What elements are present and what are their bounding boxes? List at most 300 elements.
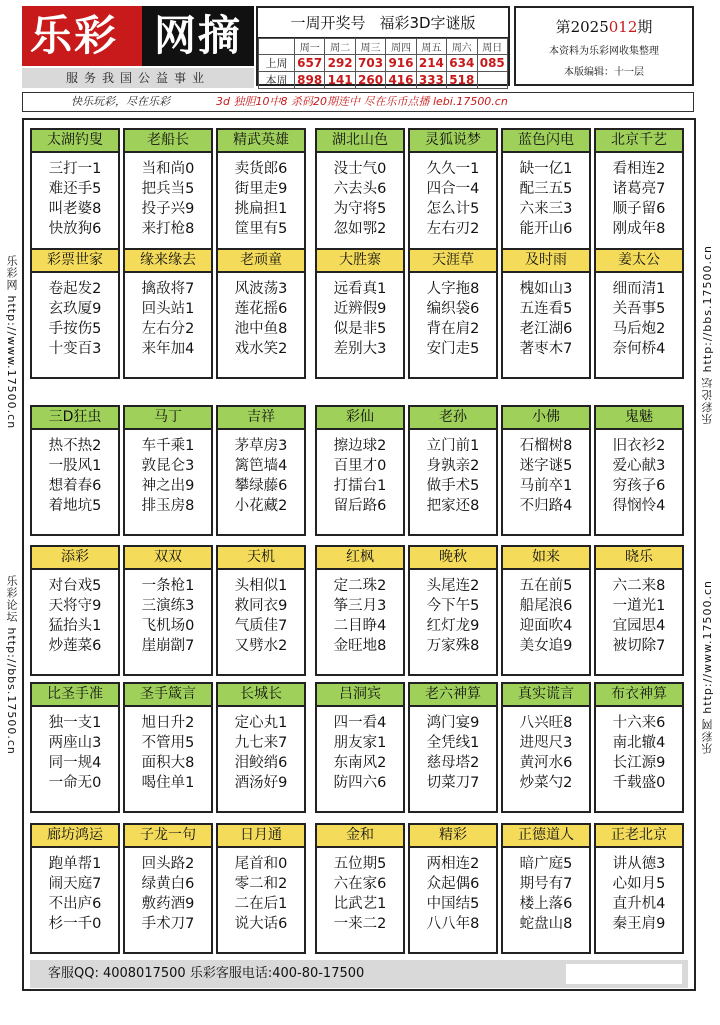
riddle-line: 筐里有5 (234, 221, 288, 237)
riddle-line: 又劈水2 (234, 638, 288, 654)
riddle-line: 迎面吹4 (519, 618, 573, 634)
riddle-line: 秦王肩9 (612, 916, 666, 932)
riddle-lines (218, 273, 304, 359)
draw-header-cell: 周三 (355, 39, 385, 55)
draw-row-label: 上周 (259, 55, 295, 72)
riddle-line: 人字拖8 (426, 281, 480, 297)
marquee-right-link[interactable]: 3d 独胆10中8 杀码20期连中 尽在乐币点播 lebi.17500.cn (216, 95, 508, 108)
riddle-line: 擒敌将7 (141, 281, 195, 297)
draw-subtitle-text: 福彩3D字谜版 (379, 14, 476, 32)
riddle-lines (317, 273, 403, 359)
issue-note: 本资料为乐彩网收集整理 (549, 46, 659, 57)
riddle-card-author: 姜太公 (596, 250, 682, 273)
riddle-line: 六来三3 (519, 201, 573, 217)
riddle-card (30, 682, 120, 813)
riddle-line: 四合一4 (426, 181, 480, 197)
riddle-line: 莲花摇6 (234, 301, 288, 317)
draw-row-this-week (259, 72, 508, 89)
riddle-card-author: 老船长 (125, 130, 211, 153)
riddle-lines (503, 153, 589, 239)
logo-black-text: 网摘 (142, 6, 254, 66)
riddle-line: 把家还8 (426, 498, 480, 514)
riddle-line: 敦昆仑3 (141, 458, 195, 474)
riddle-line: 旭日升2 (141, 715, 195, 731)
riddle-line: 十六来6 (612, 715, 666, 731)
draw-number: 214 (416, 55, 446, 72)
riddle-card-author: 红枫 (317, 547, 403, 570)
riddle-card-author: 北京千艺 (596, 130, 682, 153)
riddle-line: 快放狗6 (48, 221, 102, 237)
riddle-lines (503, 430, 589, 516)
riddle-line: 头尾连2 (426, 578, 480, 594)
riddle-line: 定二珠2 (333, 578, 387, 594)
riddle-line: 难还手5 (48, 181, 102, 197)
riddle-card (315, 405, 405, 536)
riddle-card-author: 正德道人 (503, 825, 589, 848)
riddle-card (216, 682, 306, 813)
riddle-lines (125, 570, 211, 656)
riddle-line: 马后炮2 (612, 321, 666, 337)
riddle-card-author: 彩仙 (317, 407, 403, 430)
riddle-line: 三打一1 (48, 161, 102, 177)
riddle-card-author: 晓乐 (596, 547, 682, 570)
riddle-line: 中国结5 (426, 896, 480, 912)
riddle-line: 石榴树8 (519, 438, 573, 454)
riddle-line: 不管用5 (141, 735, 195, 751)
riddle-card (594, 545, 684, 676)
riddle-lines (317, 848, 403, 934)
draw-number: 292 (325, 55, 355, 72)
riddle-card (501, 248, 591, 379)
draw-header-cell: 周一 (295, 39, 325, 55)
riddle-line: 蛇盘山8 (519, 916, 573, 932)
riddle-lines (317, 430, 403, 516)
riddle-line: 金旺地8 (333, 638, 387, 654)
riddle-line: 车千乘1 (141, 438, 195, 454)
riddle-line: 怎么计5 (426, 201, 480, 217)
riddle-card-author: 圣手箴言 (125, 684, 211, 707)
riddle-line: 船尾浪6 (519, 598, 573, 614)
riddle-line: 挑扁担1 (234, 201, 288, 217)
issue-suffix: 期 (637, 18, 653, 36)
riddle-lines (317, 570, 403, 656)
draw-number: 260 (355, 72, 385, 89)
riddle-line: 天将守9 (48, 598, 102, 614)
riddle-line: 安门走5 (426, 341, 480, 357)
riddle-lines (125, 430, 211, 516)
riddle-lines (125, 848, 211, 934)
riddle-line: 切菜刀7 (426, 775, 480, 791)
issue-number (516, 16, 692, 37)
draw-table (258, 38, 508, 89)
riddle-card (315, 682, 405, 813)
riddle-line: 朋友家1 (333, 735, 387, 751)
riddle-line: 马前卒1 (519, 478, 573, 494)
riddle-line: 说大话6 (234, 916, 288, 932)
riddle-lines (32, 273, 118, 359)
riddle-line: 差别大3 (333, 341, 387, 357)
riddle-lines (32, 430, 118, 516)
draw-row-last-week (259, 55, 508, 72)
riddle-line: 缺一亿1 (519, 161, 573, 177)
riddle-line: 飞机场0 (141, 618, 195, 634)
footer-contact (30, 960, 688, 988)
riddle-card (408, 682, 498, 813)
riddle-line: 卷起发2 (48, 281, 102, 297)
riddle-lines (218, 848, 304, 934)
riddle-line: 零二和2 (234, 876, 288, 892)
riddle-grid (22, 118, 696, 991)
riddle-card (315, 248, 405, 379)
riddle-line: 配三五5 (519, 181, 573, 197)
riddle-line: 看相连2 (612, 161, 666, 177)
riddle-card-author: 吉祥 (218, 407, 304, 430)
riddle-card-author: 小佛 (503, 407, 589, 430)
riddle-line: 九七来7 (234, 735, 288, 751)
riddle-card-author: 湖北山色 (317, 130, 403, 153)
draw-number: 518 (447, 72, 477, 89)
riddle-line: 池中鱼8 (234, 321, 288, 337)
marquee-left: 快乐玩彩，尽在乐彩 (71, 95, 170, 108)
riddle-card (408, 823, 498, 954)
riddle-card-author: 缘来缘去 (125, 250, 211, 273)
draw-number: 916 (386, 55, 416, 72)
riddle-line: 当和尚0 (141, 161, 195, 177)
riddle-card (30, 405, 120, 536)
riddle-line: 投子兴9 (141, 201, 195, 217)
riddle-line: 直升机4 (612, 896, 666, 912)
side-text-right-top[interactable]: 乐彩论坛 http://bbs.17500.cn (701, 245, 714, 425)
riddle-line: 南北辙4 (612, 735, 666, 751)
riddle-line: 长江源9 (612, 755, 666, 771)
riddle-line: 万家殊8 (426, 638, 480, 654)
riddle-line: 刚成年8 (612, 221, 666, 237)
riddle-lines (596, 430, 682, 516)
riddle-line: 编织袋6 (426, 301, 480, 317)
riddle-line: 没士气0 (333, 161, 387, 177)
riddle-line: 楼上落6 (519, 896, 573, 912)
riddle-line: 着地坑5 (48, 498, 102, 514)
riddle-line: 卖货郎6 (234, 161, 288, 177)
riddle-line: 黄河水6 (519, 755, 573, 771)
riddle-card-author: 日月通 (218, 825, 304, 848)
riddle-line: 讲从德3 (612, 856, 666, 872)
riddle-line: 热不热2 (48, 438, 102, 454)
riddle-lines (503, 273, 589, 359)
riddle-line: 四一看4 (333, 715, 387, 731)
riddle-card-author: 马丁 (125, 407, 211, 430)
draw-title-text: 一周开奖号 (290, 14, 366, 32)
riddle-card-author: 天机 (218, 547, 304, 570)
riddle-line: 众起偶6 (426, 876, 480, 892)
riddle-line: 攀绿藤6 (234, 478, 288, 494)
riddle-lines (503, 707, 589, 793)
riddle-line: 奈何桥4 (612, 341, 666, 357)
riddle-line: 绿黄白6 (141, 876, 195, 892)
riddle-line: 迷字谜5 (519, 458, 573, 474)
riddle-card (216, 248, 306, 379)
riddle-line: 关吾事5 (612, 301, 666, 317)
riddle-card-author: 老孙 (410, 407, 496, 430)
riddle-line: 玄玖厦9 (48, 301, 102, 317)
riddle-lines (596, 848, 682, 934)
riddle-line: 崖崩劏7 (141, 638, 195, 654)
riddle-line: 救同衣9 (234, 598, 288, 614)
riddle-line: 风波荡3 (234, 281, 288, 297)
riddle-line: 百里才0 (333, 458, 387, 474)
riddle-card-author: 老顽童 (218, 250, 304, 273)
riddle-line: 五连看5 (519, 301, 573, 317)
riddle-card (216, 405, 306, 536)
riddle-line: 八八年8 (426, 916, 480, 932)
riddle-card (594, 405, 684, 536)
riddle-line: 二在后1 (234, 896, 288, 912)
riddle-card (123, 405, 213, 536)
draw-number: 333 (416, 72, 446, 89)
riddle-line: 近辨假9 (333, 301, 387, 317)
riddle-card (315, 128, 405, 259)
riddle-card-author: 真实谎言 (503, 684, 589, 707)
issue-panel (514, 6, 694, 86)
riddle-line: 六二来8 (612, 578, 666, 594)
draw-header-cell: 周日 (477, 39, 507, 55)
riddle-card-author: 添彩 (32, 547, 118, 570)
riddle-line: 筝三月3 (333, 598, 387, 614)
riddle-line: 久久一1 (426, 161, 480, 177)
riddle-line: 敷药酒9 (141, 896, 195, 912)
riddle-line: 顺子留6 (612, 201, 666, 217)
riddle-card (216, 128, 306, 259)
draw-row-label: 本周 (259, 72, 295, 89)
draw-number (477, 72, 507, 89)
riddle-line: 八兴旺8 (519, 715, 573, 731)
riddle-line: 得悯怜4 (612, 498, 666, 514)
riddle-line: 槐如山3 (519, 281, 573, 297)
side-text-right-bottom[interactable]: 乐彩网 http://www.17500.cn (701, 580, 714, 755)
riddle-line: 左右刃2 (426, 221, 480, 237)
riddle-line: 回头路2 (141, 856, 195, 872)
riddle-card (30, 545, 120, 676)
riddle-line: 猛抬头1 (48, 618, 102, 634)
riddle-line: 身孰亲2 (426, 458, 480, 474)
riddle-line: 闹天庭7 (48, 876, 102, 892)
side-text-left-bottom[interactable]: 乐彩论坛 http://bbs.17500.cn (5, 575, 18, 755)
logo-red-text: 乐彩 (30, 11, 119, 60)
riddle-line: 千载盛0 (612, 775, 666, 791)
draw-header-row (259, 39, 508, 55)
riddle-card-author: 晚秋 (410, 547, 496, 570)
riddle-line: 不归路4 (519, 498, 573, 514)
riddle-line: 红灯龙9 (426, 618, 480, 634)
riddle-card (30, 248, 120, 379)
riddle-line: 被切除7 (612, 638, 666, 654)
issue-editor: 本版编辑：十一层 (564, 67, 644, 78)
riddle-line: 尾首和0 (234, 856, 288, 872)
riddle-line: 茅草房3 (234, 438, 288, 454)
riddle-line: 一命无0 (48, 775, 102, 791)
riddle-line: 来打枪8 (141, 221, 195, 237)
riddle-lines (596, 273, 682, 359)
riddle-card (216, 545, 306, 676)
draw-title (258, 8, 508, 38)
riddle-card-author: 彩票世家 (32, 250, 118, 273)
riddle-lines (596, 153, 682, 239)
draw-header-cell (259, 39, 295, 55)
riddle-lines (32, 848, 118, 934)
draw-number: 416 (386, 72, 416, 89)
riddle-lines (503, 848, 589, 934)
riddle-line: 叫老婆8 (48, 201, 102, 217)
footer-contact-text: 客服QQ: 4008017500 乐彩客服电话:400-80-17500 (48, 966, 365, 981)
riddle-card (594, 682, 684, 813)
riddle-lines (125, 273, 211, 359)
riddle-card-author: 金和 (317, 825, 403, 848)
riddle-line: 一道光1 (612, 598, 666, 614)
riddle-line: 街里走9 (234, 181, 288, 197)
riddle-card-author: 蓝色闪电 (503, 130, 589, 153)
riddle-line: 六去头6 (333, 181, 387, 197)
issue-no: 012 (608, 18, 638, 36)
draw-number: 085 (477, 55, 507, 72)
issue-year: 2025 (570, 18, 609, 36)
riddle-line: 宜园思4 (612, 618, 666, 634)
riddle-line: 独一支1 (48, 715, 102, 731)
riddle-line: 美女追9 (519, 638, 573, 654)
riddle-lines (410, 273, 496, 359)
riddle-card (315, 545, 405, 676)
riddle-card-author: 双双 (125, 547, 211, 570)
riddle-card (594, 823, 684, 954)
riddle-lines (218, 570, 304, 656)
weekly-draw-panel (256, 6, 510, 86)
riddle-card-author: 精彩 (410, 825, 496, 848)
riddle-lines (218, 153, 304, 239)
riddle-card (123, 545, 213, 676)
riddle-line: 神之出9 (141, 478, 195, 494)
riddle-line: 两座山3 (48, 735, 102, 751)
draw-header-cell: 周五 (416, 39, 446, 55)
riddle-line: 一股风1 (48, 458, 102, 474)
riddle-card (408, 128, 498, 259)
footer-blank-box (566, 964, 682, 984)
riddle-line: 不出庐6 (48, 896, 102, 912)
riddle-card (594, 128, 684, 259)
riddle-card (123, 248, 213, 379)
riddle-lines (317, 707, 403, 793)
riddle-line: 一来二2 (333, 916, 387, 932)
riddle-lines (32, 707, 118, 793)
riddle-line: 远看真1 (333, 281, 387, 297)
riddle-line: 酒汤好9 (234, 775, 288, 791)
riddle-lines (32, 570, 118, 656)
riddle-card-author: 太湖钓叟 (32, 130, 118, 153)
draw-header-cell: 周六 (447, 39, 477, 55)
riddle-card-author: 正老北京 (596, 825, 682, 848)
promo-marquee[interactable] (22, 92, 694, 112)
riddle-card-author: 长城长 (218, 684, 304, 707)
riddle-line: 能开山6 (519, 221, 573, 237)
riddle-line: 比武艺1 (333, 896, 387, 912)
riddle-line: 旧衣衫2 (612, 438, 666, 454)
riddle-lines (596, 707, 682, 793)
riddle-card-author: 比圣手准 (32, 684, 118, 707)
riddle-line: 东南风2 (333, 755, 387, 771)
draw-header-cell: 周二 (325, 39, 355, 55)
riddle-lines (410, 848, 496, 934)
riddle-lines (596, 570, 682, 656)
riddle-line: 六在家6 (333, 876, 387, 892)
riddle-card-author: 子龙一句 (125, 825, 211, 848)
riddle-line: 左右分2 (141, 321, 195, 337)
riddle-line: 为守将5 (333, 201, 387, 217)
draw-header-cell: 周四 (386, 39, 416, 55)
draw-number: 141 (325, 72, 355, 89)
riddle-line: 泪鲛绡6 (234, 755, 288, 771)
riddle-line: 期号有7 (519, 876, 573, 892)
riddle-line: 炒菜勺2 (519, 775, 573, 791)
riddle-line: 五在前5 (519, 578, 573, 594)
site-logo[interactable] (22, 6, 254, 66)
riddle-lines (410, 707, 496, 793)
riddle-line: 同一规4 (48, 755, 102, 771)
riddle-card (501, 405, 591, 536)
riddle-card-author: 灵狐说梦 (410, 130, 496, 153)
riddle-line: 细而清1 (612, 281, 666, 297)
issue-prefix: 第 (555, 18, 571, 36)
riddle-line: 来年加4 (141, 341, 195, 357)
riddle-line: 似是非5 (333, 321, 387, 337)
draw-number: 657 (295, 55, 325, 72)
riddle-line: 做手术5 (426, 478, 480, 494)
riddle-card (315, 823, 405, 954)
riddle-line: 进咫尺3 (519, 735, 573, 751)
riddle-line: 留后路6 (333, 498, 387, 514)
riddle-lines (125, 153, 211, 239)
riddle-lines (125, 707, 211, 793)
slogan: 服务我国公益事业 (22, 68, 254, 88)
riddle-card (501, 545, 591, 676)
riddle-line: 打擂台1 (333, 478, 387, 494)
riddle-line: 十变百3 (48, 341, 102, 357)
riddle-card-author: 大胜寨 (317, 250, 403, 273)
side-text-left-top[interactable]: 乐彩网 http://www.17500.cn (5, 255, 18, 430)
riddle-line: 一条枪1 (141, 578, 195, 594)
riddle-card-author: 精武英雄 (218, 130, 304, 153)
riddle-card (501, 682, 591, 813)
riddle-line: 对台戏5 (48, 578, 102, 594)
riddle-lines (218, 430, 304, 516)
riddle-card (408, 545, 498, 676)
riddle-card (501, 128, 591, 259)
riddle-line: 防四六6 (333, 775, 387, 791)
riddle-card-author: 鬼魅 (596, 407, 682, 430)
riddle-line: 两相连2 (426, 856, 480, 872)
riddle-lines (218, 707, 304, 793)
riddle-line: 排玉房8 (141, 498, 195, 514)
riddle-card-author: 及时雨 (503, 250, 589, 273)
riddle-card (501, 823, 591, 954)
riddle-line: 三演练3 (141, 598, 195, 614)
riddle-card (30, 823, 120, 954)
riddle-card-author: 吕洞宾 (317, 684, 403, 707)
riddle-line: 手术刀7 (141, 916, 195, 932)
riddle-line: 立门前1 (426, 438, 480, 454)
riddle-line: 炒莲菜6 (48, 638, 102, 654)
riddle-line: 戏水笑2 (234, 341, 288, 357)
riddle-line: 定心丸1 (234, 715, 288, 731)
riddle-line: 全凭线1 (426, 735, 480, 751)
draw-number: 703 (355, 55, 385, 72)
